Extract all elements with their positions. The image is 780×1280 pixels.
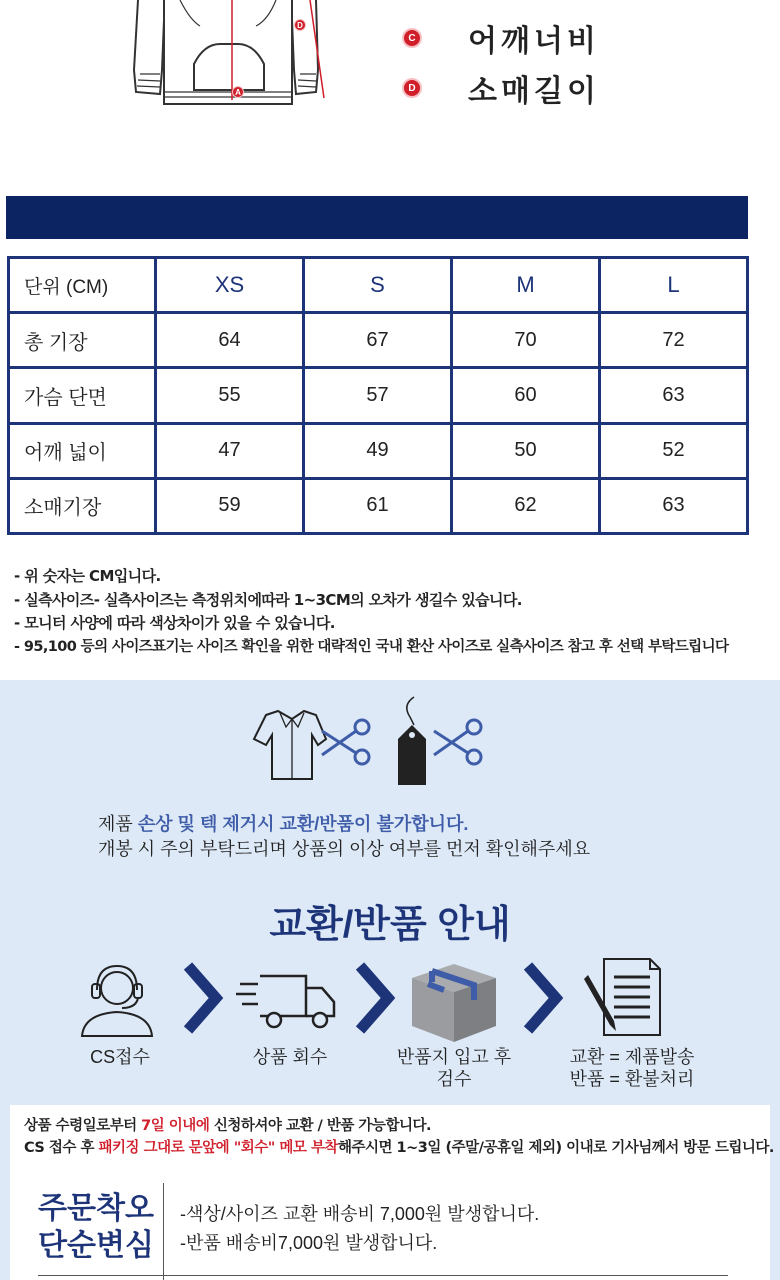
step-label-cs: CS접수 (90, 1047, 150, 1067)
table-row (9, 368, 748, 423)
fee-line: -색상/사이즈 교환 배송비 7,000원 발생합니다. (180, 1204, 540, 1224)
table-cell: 62 (452, 478, 600, 533)
table-cell: 61 (304, 478, 452, 533)
damage-warning (98, 812, 590, 862)
note-line: - 95,100 등의 사이즈표기는 사이즈 확인을 위한 대략적인 국내 환산 사이즈로 실측사이즈 참고 후 선택 부탁드립니다 (14, 638, 729, 655)
table-row (9, 478, 748, 533)
table-cell: 70 (452, 313, 600, 368)
size-header-m: M (452, 258, 600, 313)
warning-highlight: 손상 및 텍 제거시 교환/반품이 불가합니다. (137, 814, 469, 834)
exchange-title: 교환/반품 안내 (269, 904, 511, 946)
table-cell: 59 (156, 478, 304, 533)
info-text: 신청하셔야 교환 / 반품 가능합니다. (209, 1118, 431, 1134)
garment-label-a: A (232, 86, 244, 98)
row-label: 가슴 단면 (9, 368, 156, 423)
legend-label-sleeve: 소매길이 (468, 74, 600, 109)
fee-line: -반품 배송비7,000원 발생합니다. (180, 1233, 438, 1253)
note-line: - 위 숫자는 CM입니다. (14, 567, 161, 585)
divider (163, 1183, 164, 1280)
package-box-icon (408, 962, 500, 1044)
table-cell: 55 (156, 368, 304, 423)
legend-item-sleeve (402, 66, 600, 110)
row-label: 어깨 넓이 (9, 423, 156, 478)
table-row (9, 313, 748, 368)
size-header-s: S (304, 258, 452, 313)
table-cell: 57 (304, 368, 452, 423)
table-cell: 63 (600, 368, 748, 423)
divider (38, 1275, 728, 1276)
row-label: 소매기장 (9, 478, 156, 533)
info-text: 해주시면 1~3일 (주말/공휴일 제외) 이내로 기사님께서 방문 드립니다. (337, 1140, 774, 1156)
fee-title-line2: 단순변심 (38, 1228, 154, 1263)
note-line: - 실측사이즈- 실측사이즈는 측정위치에따라 1~3CM의 오차가 생길수 있습니다. (14, 590, 522, 609)
headset-agent-icon (78, 960, 156, 1038)
hoodie-illustration (120, 0, 340, 110)
document-pen-icon (580, 955, 664, 1039)
table-cell: 50 (452, 423, 600, 478)
table-cell: 64 (156, 313, 304, 368)
garment-label-d: D (294, 19, 306, 31)
warning-line2: 개봉 시 주의 부탁드리며 상품의 이상 여부를 먼저 확인해주세요 (98, 839, 591, 859)
info-packaging-note: 패키징 그대로 문앞에 "회수" 메모 부착 (98, 1140, 338, 1156)
delivery-truck-icon (236, 970, 340, 1032)
step-label-inspection: 반품지 입고 후 검수 (396, 1047, 512, 1089)
chevron-right-icon (520, 960, 564, 1036)
return-conditions (24, 1115, 774, 1159)
warning-prefix: 제품 (98, 814, 138, 834)
legend-item-shoulder (402, 16, 600, 60)
size-notes (14, 565, 728, 659)
table-cell: 72 (600, 313, 748, 368)
table-row (9, 423, 748, 478)
step-label-process: 교환 = 제품발송 반품 = 환불처리 (569, 1047, 695, 1089)
info-text: 상품 수령일로부터 (24, 1118, 142, 1134)
legend-badge-d: D (402, 78, 422, 98)
note-line: - 모니터 사양에 따라 색상차이가 있을 수 있습니다. (14, 614, 335, 632)
size-header-xs: XS (156, 258, 304, 313)
table-cell: 47 (156, 423, 304, 478)
fee-title-line1: 주문착오 (38, 1191, 154, 1226)
size-table-header-row (9, 258, 748, 313)
section-header-band (6, 196, 748, 239)
row-label: 총 기장 (9, 313, 156, 368)
tag-scissors-icon (392, 695, 492, 790)
legend-label-shoulder: 어깨너비 (468, 24, 600, 59)
unit-label: 단위 (CM) (9, 258, 156, 313)
size-table (7, 256, 749, 535)
legend-badge-c: C (402, 28, 422, 48)
size-header-l: L (600, 258, 748, 313)
info-text: CS 접수 후 (24, 1140, 99, 1156)
table-cell: 67 (304, 313, 452, 368)
step-label-pickup: 상품 회수 (252, 1047, 328, 1067)
chevron-right-icon (180, 960, 224, 1036)
fee-title (38, 1190, 154, 1264)
table-cell: 52 (600, 423, 748, 478)
info-deadline: 7일 이내에 (141, 1118, 210, 1134)
chevron-right-icon (352, 960, 396, 1036)
table-cell: 63 (600, 478, 748, 533)
table-cell: 60 (452, 368, 600, 423)
shirt-scissors-icon (250, 705, 375, 785)
table-cell: 49 (304, 423, 452, 478)
fee-details (180, 1200, 539, 1258)
